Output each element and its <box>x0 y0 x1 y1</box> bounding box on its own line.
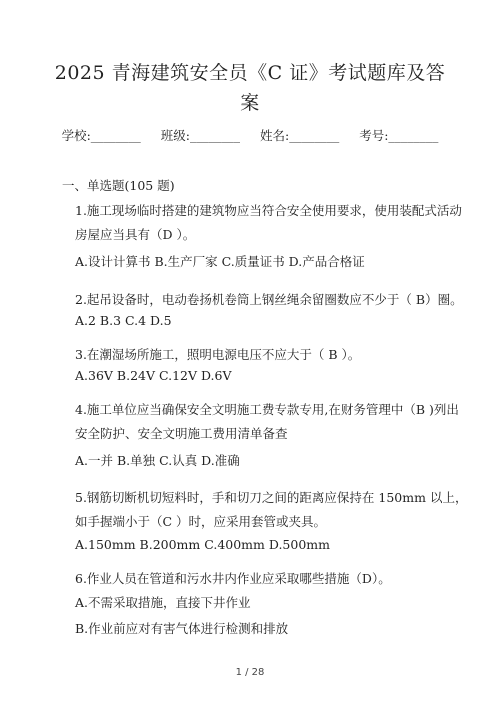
section-heading: 一、单选题(105 题) <box>62 178 175 193</box>
question-1-line-2: 房屋应当具有（D ）。 <box>75 227 196 242</box>
school-field: 学校:________ <box>61 128 141 143</box>
exam-number-field: 考号:________ <box>359 128 439 143</box>
question-2-options: A.2 B.3 C.4 D.5 <box>75 313 172 328</box>
class-field: 班级:________ <box>160 128 240 143</box>
title-line-1: 2025 青海建筑安全员《C 证》考试题库及答 <box>54 62 446 84</box>
question-5-options: A.150mm B.200mm C.400mm D.500mm <box>75 537 330 552</box>
question-4-line-1: 4.施工单位应当确保安全文明施工费专款专用,在财务管理中（B )列出 <box>75 402 459 417</box>
question-1-options: A.设计计算书 B.生产厂家 C.质量证书 D.产品合格证 <box>75 254 365 269</box>
student-info-fields <box>0 126 500 144</box>
question-5-line-1: 5.钢筋切断机切短料时，手和切刀之间的距离应保持在 150mm 以上， <box>75 490 468 505</box>
question-6-option-b: B.作业前应对有害气体进行检测和排放 <box>75 621 289 636</box>
question-5-line-2: 如手握端小于（C ）时，应采用套管或夹具。 <box>75 514 327 529</box>
question-3-options: A.36V B.24V C.12V D.6V <box>75 368 232 383</box>
page-number: 1 / 28 <box>235 667 265 678</box>
name-field: 姓名:________ <box>259 128 340 143</box>
document-title <box>50 58 450 118</box>
question-4-options: A.一并 B.单独 C.认真 D.准确 <box>75 453 240 468</box>
question-6-line-1: 6.作业人员在管道和污水井内作业应采取哪些措施（D）。 <box>75 571 391 586</box>
question-2-line-1: 2.起吊设备时，电动卷扬机卷筒上钢丝绳余留圈数应不少于（ B）圈。 <box>75 292 463 307</box>
question-6-option-a: A.不需采取措施，直接下井作业 <box>75 595 251 610</box>
title-line-2: 案 <box>240 92 260 114</box>
question-4-line-2: 安全防护、安全文明施工费用清单备查 <box>75 426 288 441</box>
question-1-line-1: 1.施工现场临时搭建的建筑物应当符合安全使用要求，使用装配式活动 <box>75 203 462 218</box>
question-3-line-1: 3.在潮湿场所施工，照明电源电压不应大于（ B ）。 <box>75 347 361 362</box>
